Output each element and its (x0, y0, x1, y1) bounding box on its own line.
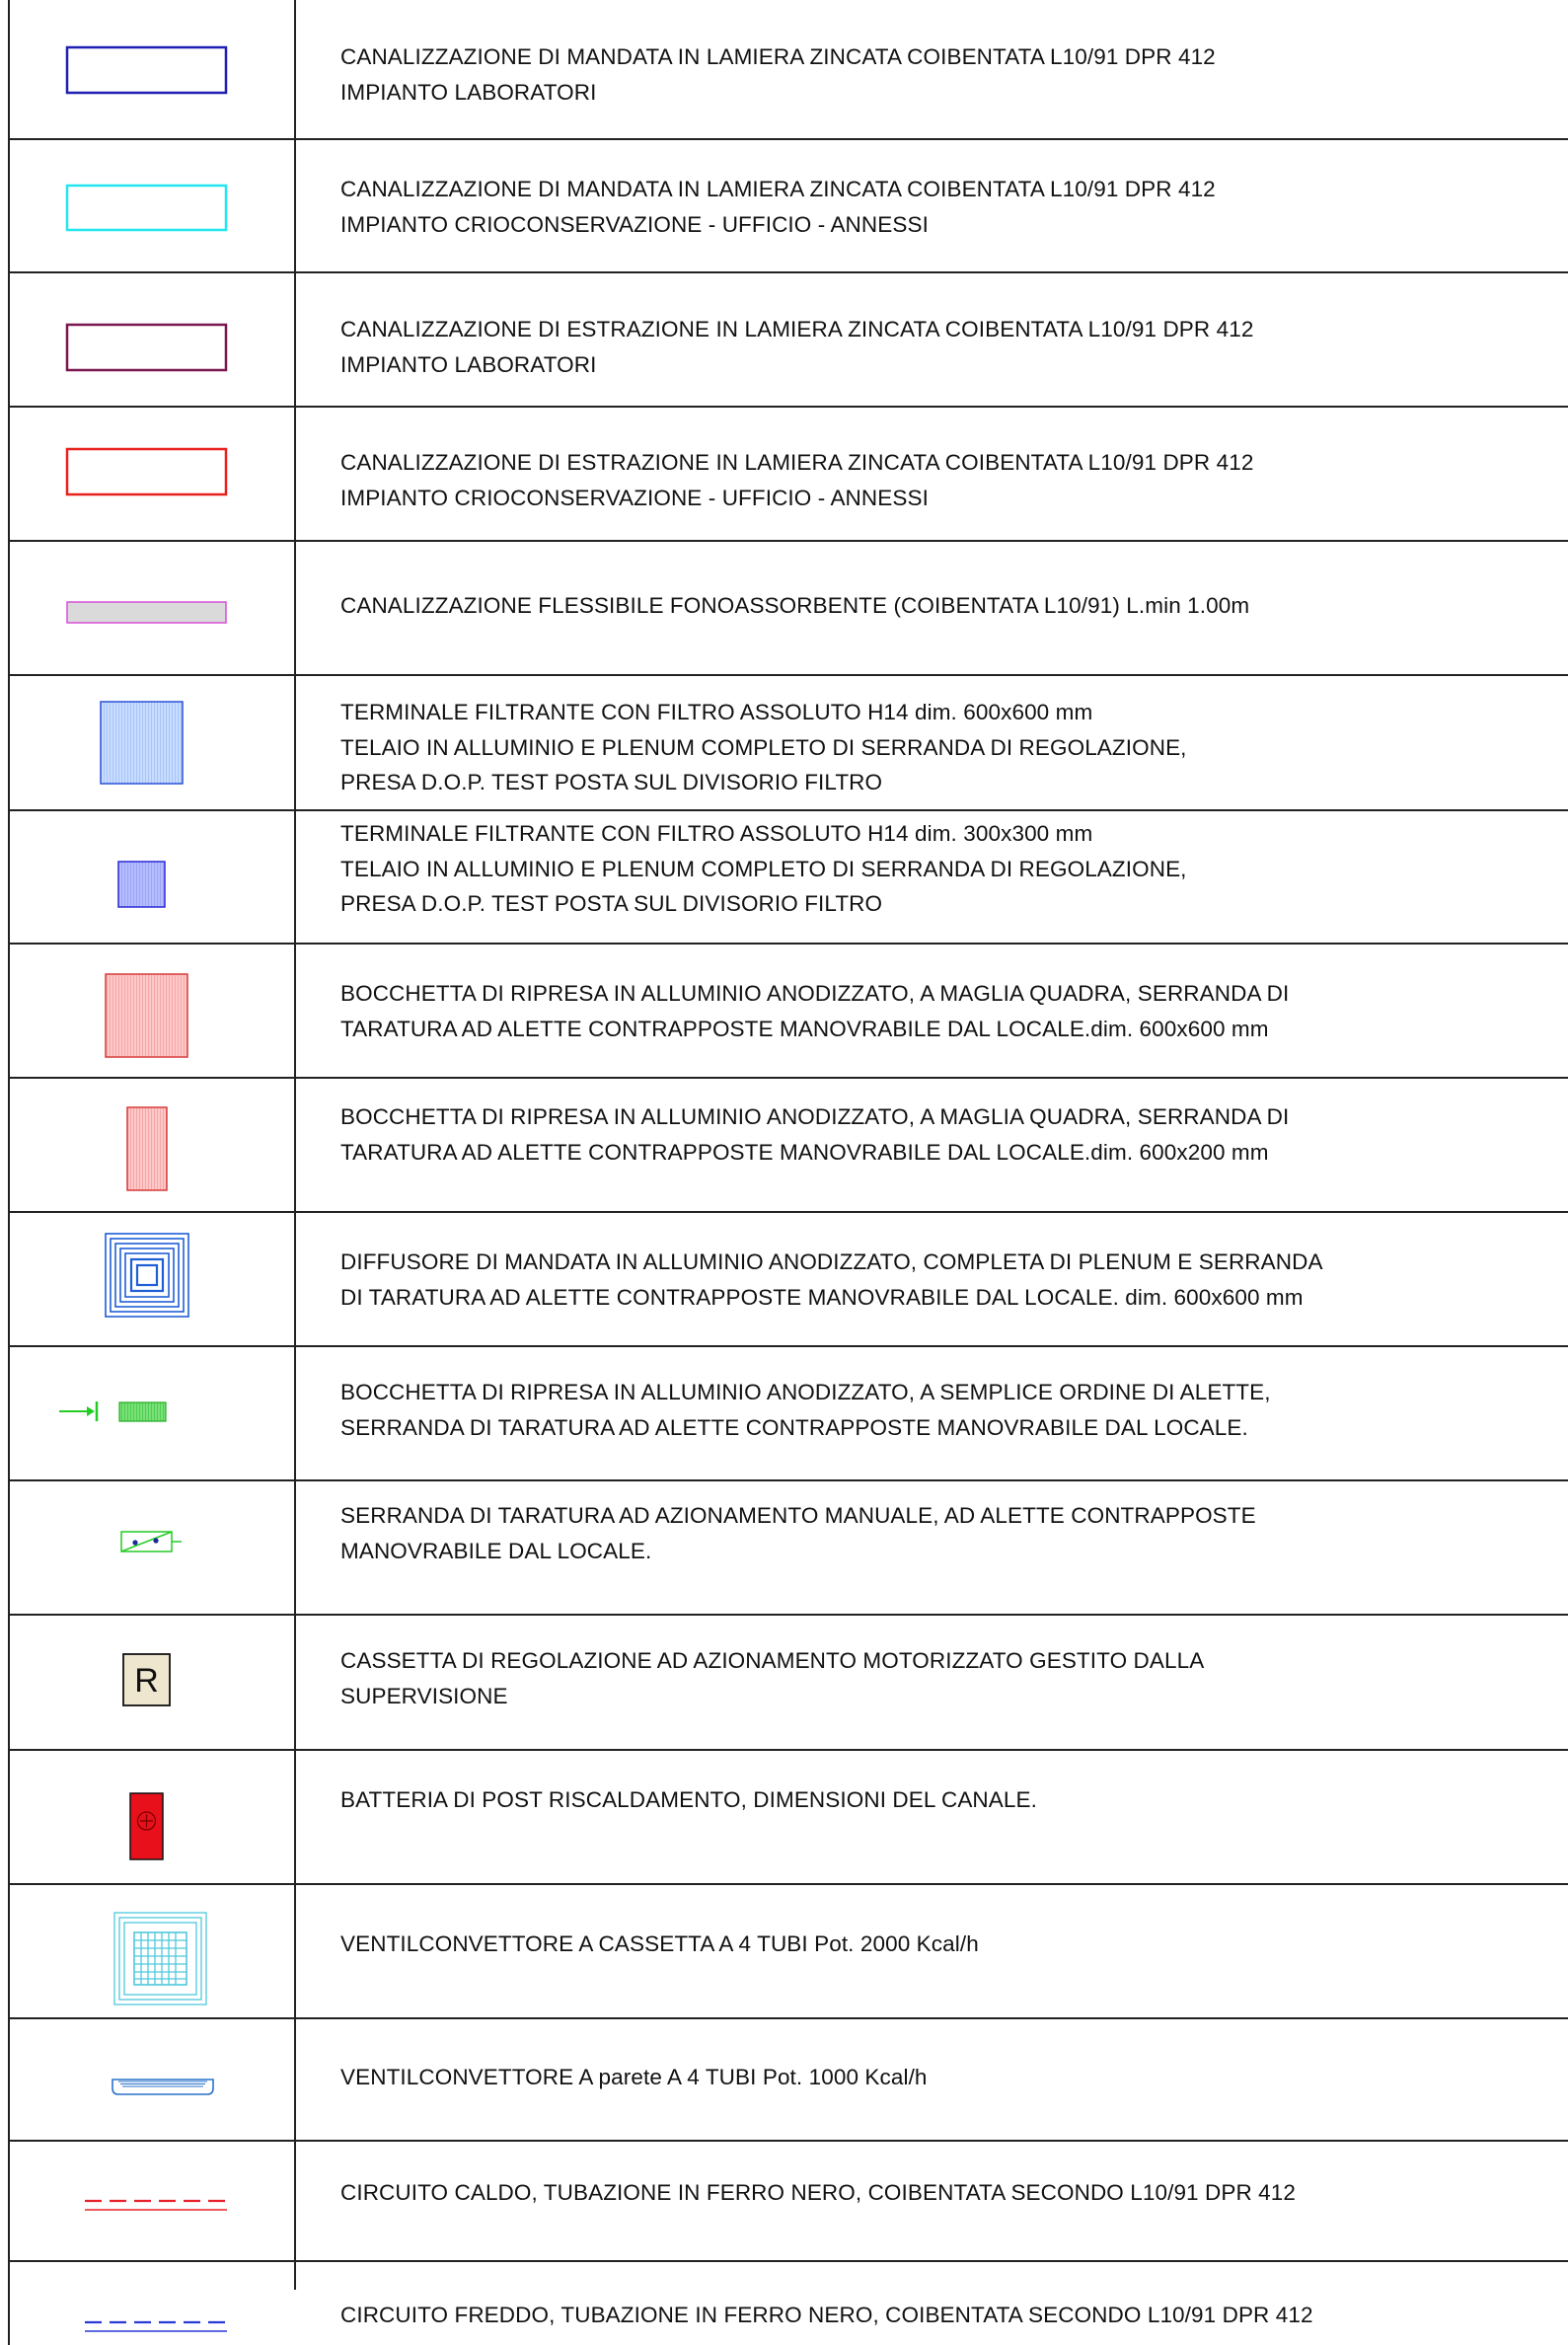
description-line: TARATURA AD ALETTE CONTRAPPOSTE MANOVRABILE DAL LOCALE.dim. 600x600 mm (340, 1016, 1269, 1041)
description-line: CANALIZZAZIONE FLESSIBILE FONOASSORBENTE (COIBENTATA L10/91) L.min 1.00m (340, 593, 1250, 618)
legend-row (8, 1479, 1568, 1614)
legend-row (8, 540, 1568, 674)
legend-row (8, 2260, 1568, 2345)
legend-row (8, 138, 1568, 271)
description-line: VENTILCONVETTORE A parete A 4 TUBI Pot. 1000 Kcal/h (340, 2065, 928, 2089)
legend-row (8, 2017, 1568, 2140)
legend-description (340, 1245, 1548, 1315)
legend-description (340, 1643, 1548, 1713)
supply-duct-cryo-symbol (8, 138, 294, 271)
hot-circuit-symbol (8, 2140, 294, 2260)
legend-row (8, 271, 1568, 406)
wall-fan-coil-symbol (8, 2017, 294, 2140)
cassette-fan-coil-symbol (8, 1883, 294, 2017)
legend-row (8, 0, 1568, 138)
extraction-duct-lab-symbol (8, 271, 294, 406)
filter-terminal-600-symbol (8, 674, 294, 809)
supply-duct-lab-symbol (8, 0, 294, 138)
legend-description (340, 1099, 1548, 1170)
return-grille-600x200-symbol (8, 1077, 294, 1211)
legend-description (340, 695, 1548, 800)
legend-description (340, 2060, 1548, 2095)
filter-terminal-300-symbol (8, 809, 294, 943)
description-line: BOCCHETTA DI RIPRESA IN ALLUMINIO ANODIZZATO, A SEMPLICE ORDINE DI ALETTE, (340, 1380, 1271, 1404)
description-line: BOCCHETTA DI RIPRESA IN ALLUMINIO ANODIZZATO, A MAGLIA QUADRA, SERRANDA DI (340, 1104, 1290, 1129)
description-line: CANALIZZAZIONE DI ESTRAZIONE IN LAMIERA ZINCATA COIBENTATA L10/91 DPR 412 (340, 317, 1254, 341)
description-line: CANALIZZAZIONE DI MANDATA IN LAMIERA ZINCATA COIBENTATA L10/91 DPR 412 (340, 177, 1216, 201)
legend-description (340, 172, 1548, 242)
legend-description (340, 2175, 1548, 2211)
cold-circuit-symbol (8, 2260, 294, 2345)
legend-row (8, 406, 1568, 540)
legend-row (8, 1077, 1568, 1211)
legend-row (8, 1211, 1568, 1345)
manual-damper-symbol (8, 1479, 294, 1614)
legend-description (340, 445, 1548, 515)
description-line: CANALIZZAZIONE DI MANDATA IN LAMIERA ZINCATA COIBENTATA L10/91 DPR 412 (340, 44, 1216, 69)
description-line: TERMINALE FILTRANTE CON FILTRO ASSOLUTO H14 dim. 300x300 mm (340, 821, 1093, 846)
description-line: IMPIANTO LABORATORI (340, 79, 597, 105)
description-line: BATTERIA DI POST RISCALDAMENTO, DIMENSIONI DEL CANALE. (340, 1787, 1037, 1812)
description-line: BOCCHETTA DI RIPRESA IN ALLUMINIO ANODIZZATO, A MAGLIA QUADRA, SERRANDA DI (340, 981, 1290, 1006)
description-line: CASSETTA DI REGOLAZIONE AD AZIONAMENTO MOTORIZZATO GESTITO DALLA (340, 1648, 1205, 1673)
legend-description (340, 1782, 1548, 1818)
return-grille-600x600-symbol (8, 943, 294, 1077)
description-line: CIRCUITO CALDO, TUBAZIONE IN FERRO NERO, COIBENTATA SECONDO L10/91 DPR 412 (340, 2180, 1297, 2205)
legend-row (8, 1749, 1568, 1883)
legend-description (340, 1375, 1548, 1445)
extraction-duct-cryo-symbol (8, 406, 294, 540)
description-line: VENTILCONVETTORE A CASSETTA A 4 TUBI Pot. 2000 Kcal/h (340, 1931, 979, 1956)
description-line: PRESA D.O.P. TEST POSTA SUL DIVISORIO FILTRO (340, 770, 883, 794)
louver-return-grille-symbol (8, 1345, 294, 1479)
legend-row (8, 809, 1568, 943)
legend-row (8, 674, 1568, 809)
legend-row (8, 1614, 1568, 1749)
description-line: CIRCUITO FREDDO, TUBAZIONE IN FERRO NERO, COIBENTATA SECONDO L10/91 DPR 412 (340, 2303, 1313, 2327)
description-line: IMPIANTO CRIOCONSERVAZIONE - UFFICIO - ANNESSI (340, 211, 929, 237)
description-line: TARATURA AD ALETTE CONTRAPPOSTE MANOVRABILE DAL LOCALE.dim. 600x200 mm (340, 1139, 1269, 1165)
legend-description (340, 1927, 1548, 1962)
legend-row (8, 2140, 1568, 2260)
description-line: CANALIZZAZIONE DI ESTRAZIONE IN LAMIERA ZINCATA COIBENTATA L10/91 DPR 412 (340, 450, 1254, 475)
legend-description (340, 39, 1548, 110)
legend-row (8, 1883, 1568, 2017)
legend-description (340, 312, 1548, 382)
legend-description (340, 976, 1548, 1046)
regulation-box-label: R (134, 1662, 159, 1700)
description-line: MANOVRABILE DAL LOCALE. (340, 1538, 652, 1563)
regulation-box-symbol (8, 1614, 294, 1749)
description-line: SUPERVISIONE (340, 1683, 508, 1708)
flexible-duct-symbol (8, 540, 294, 674)
description-line: SERRANDA DI TARATURA AD AZIONAMENTO MANUALE, AD ALETTE CONTRAPPOSTE (340, 1503, 1256, 1528)
description-line: IMPIANTO LABORATORI (340, 351, 597, 377)
description-line: PRESA D.O.P. TEST POSTA SUL DIVISORIO FILTRO (340, 891, 883, 916)
legend-description (340, 2298, 1548, 2333)
description-line: DI TARATURA AD ALETTE CONTRAPPOSTE MANOVRABILE DAL LOCALE. dim. 600x600 mm (340, 1284, 1304, 1310)
legend-row (8, 1345, 1568, 1479)
description-line: TELAIO IN ALLUMINIO E PLENUM COMPLETO DI SERRANDA DI REGOLAZIONE, (340, 856, 1187, 881)
description-line: TELAIO IN ALLUMINIO E PLENUM COMPLETO DI SERRANDA DI REGOLAZIONE, (340, 734, 1187, 760)
legend-description (340, 1498, 1548, 1568)
description-line: SERRANDA DI TARATURA AD ALETTE CONTRAPPOSTE MANOVRABILE DAL LOCALE. (340, 1414, 1248, 1440)
legend-row (8, 943, 1568, 1077)
description-line: TERMINALE FILTRANTE CON FILTRO ASSOLUTO H14 dim. 600x600 mm (340, 700, 1093, 724)
legend-description (340, 588, 1548, 624)
legend-description (340, 816, 1548, 922)
supply-diffuser-symbol (8, 1211, 294, 1345)
description-line: IMPIANTO CRIOCONSERVAZIONE - UFFICIO - ANNESSI (340, 485, 929, 510)
description-line: DIFFUSORE DI MANDATA IN ALLUMINIO ANODIZZATO, COMPLETA DI PLENUM E SERRANDA (340, 1249, 1323, 1274)
post-heating-coil-symbol (8, 1749, 294, 1883)
